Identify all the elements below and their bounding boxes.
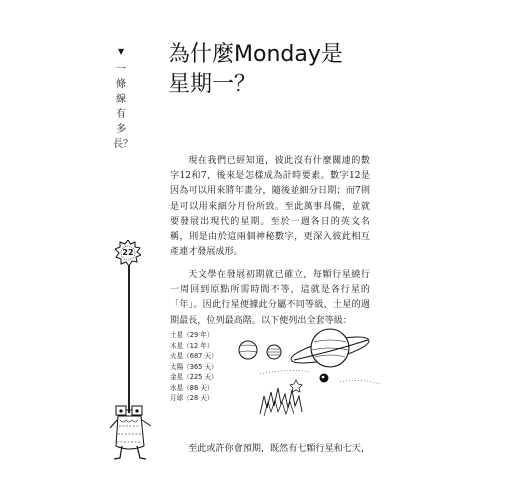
body-paragraph-1: 現在我們已經知道，彼此沒有什麼關連的數字12和7，後來是怎樣成為計時要素。數字12是因為可以用來將年畫分，隨後並細分日期；而7則是可以用來細分月份所致。至此萬事具備，並就要發展出現代的星期。至於一週各日的英文名稱，則是由於這兩個神秘數字，更深入彼此相互產連才發展成形。 — [170, 156, 370, 258]
list-item: 土星（29 年） — [170, 331, 214, 339]
planet-period-list — [170, 330, 218, 404]
body-paragraph-2: 天文學在發展初期就已確立，每顆行星繞行一周回到原點所需時間不等，這就是各行星的「年」。因此行星便據此分屬不同等級，土星的週期最長，位列最高階。以下便列出全套等級： — [170, 270, 370, 326]
string-line — [128, 265, 130, 413]
list-item: 太陽（365 天） — [170, 362, 218, 371]
list-item: 金星（225 天） — [170, 373, 218, 381]
body-paragraph-3: 至此或許你會預期，既然有七顆行星和七天， — [188, 444, 371, 454]
planets-illustration — [230, 322, 390, 422]
list-item: 火星（687 天） — [170, 352, 218, 360]
body-paragraph-1-block — [170, 154, 370, 260]
saturn-icon — [289, 329, 371, 368]
list-item: 木星（12 年） — [170, 341, 214, 350]
sun-flames-icon — [260, 388, 302, 416]
list-item: 月球（28 天） — [170, 394, 214, 402]
page-number: 22 — [122, 248, 134, 257]
striped-planet-icon — [267, 345, 281, 359]
small-planet-icon — [239, 341, 257, 359]
heading-line-2: 星期一？ — [168, 72, 257, 97]
cartoon-character-icon — [106, 404, 156, 464]
chapter-heading — [168, 40, 398, 100]
list-item: 水星（88 天） — [170, 383, 214, 392]
tiny-planet-icon — [320, 374, 329, 383]
margin-marker-icon: ▼ — [118, 47, 125, 56]
heading-line-1: 為什麼Monday是 — [168, 42, 343, 67]
running-title: 一條線有多長？ — [113, 64, 133, 150]
